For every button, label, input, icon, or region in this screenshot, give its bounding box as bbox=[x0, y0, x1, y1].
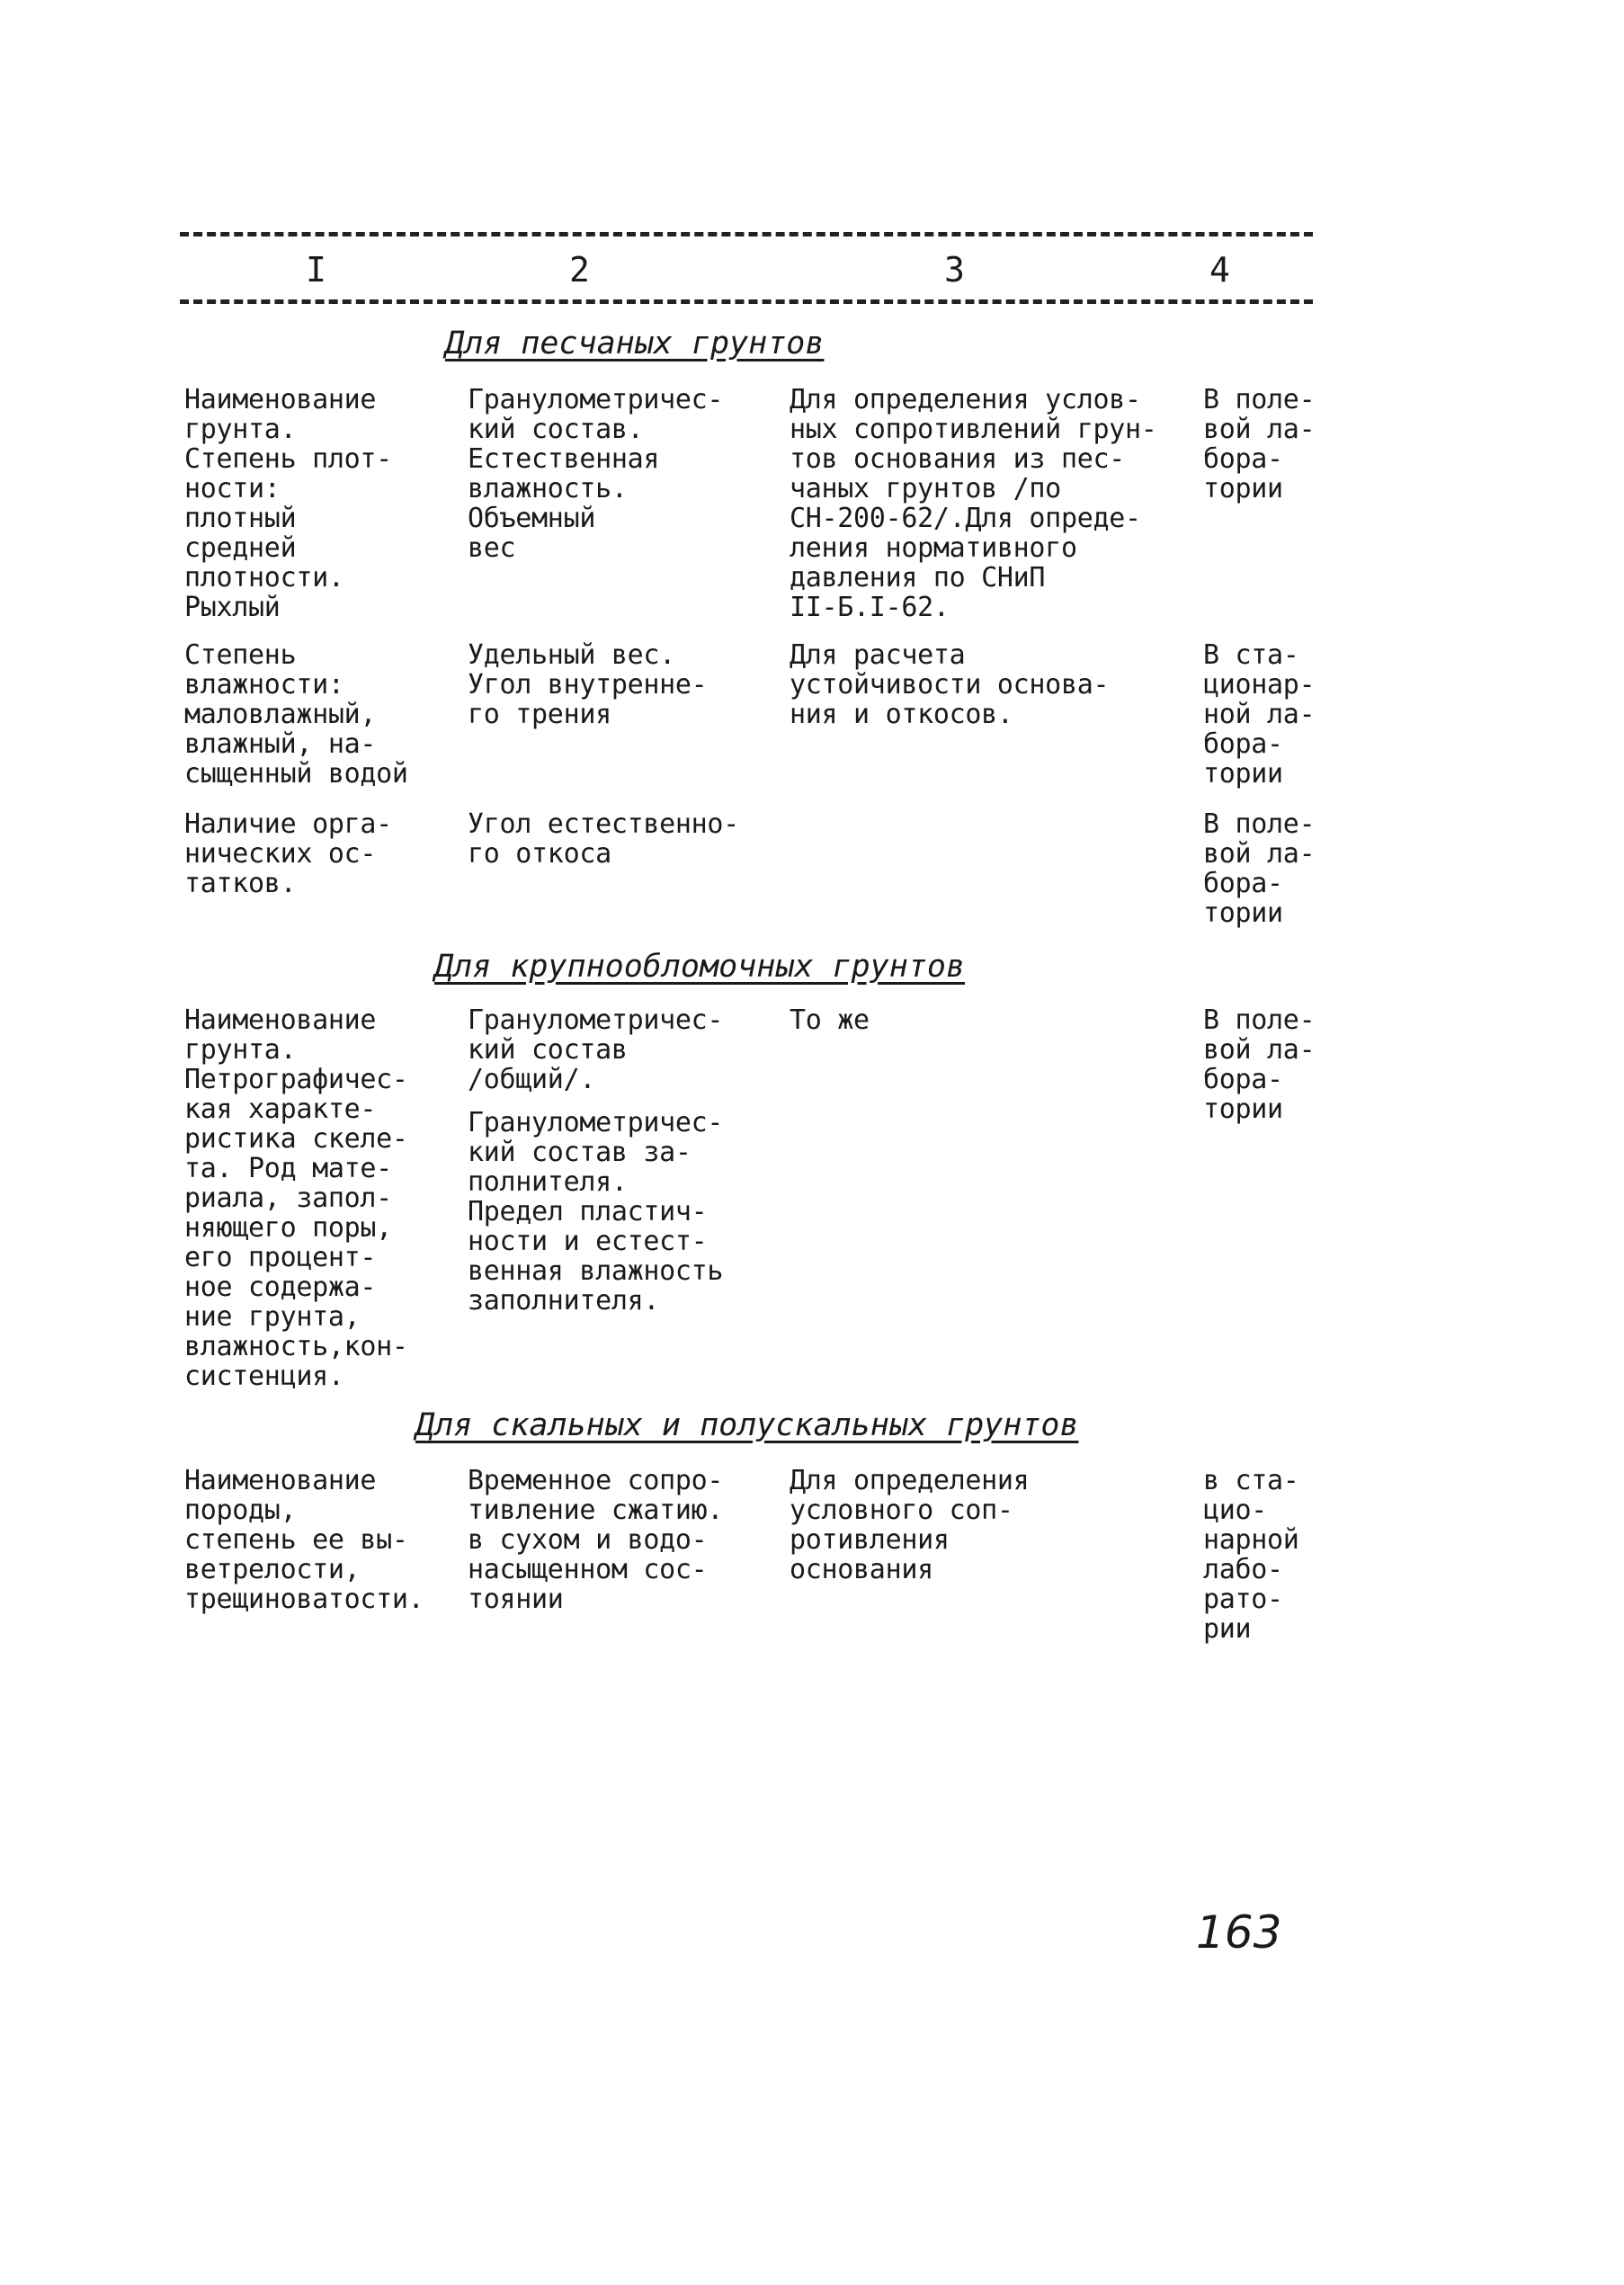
cell-sandy-1-col2: Гранулометричес- кий состав. Естественная влажность. Объемный вес bbox=[468, 384, 724, 564]
cell-coarse-1-col3: То же bbox=[790, 1004, 870, 1036]
cell-rocky-1-col4: в ста- цио- нарной лабо- рато- рии bbox=[1203, 1465, 1299, 1645]
cell-rocky-1-col2: Временное сопро- тивление сжатию. в сухом и водо- насыщенном сос- тоянии bbox=[468, 1465, 724, 1615]
cell-sandy-1-col1: Наименование грунта. Степень плот- ности: плотный средней плотности. Рыхлый bbox=[184, 384, 392, 623]
section-title-coarse: Для крупнообломочных грунтов bbox=[434, 949, 966, 985]
page-number: 163 bbox=[1196, 1906, 1282, 1959]
cell-rocky-1-col1: Наименование породы, степень ее вы- ветрелости, трещиноватости. bbox=[184, 1465, 424, 1615]
cell-coarse-1-col4: В поле- вой ла- бора- тории bbox=[1203, 1004, 1316, 1125]
cell-coarse-1-col2-part2: Гранулометричес- кий состав за- полнителя. Предел пластич- ности и естест- венная влажность заполнителя. bbox=[468, 1107, 724, 1317]
cell-sandy-1-col4: В поле- вой ла- бора- тории bbox=[1203, 384, 1316, 504]
cell-coarse-1-col2: Гранулометричес- кий состав /общий/. bbox=[468, 1004, 724, 1095]
cell-sandy-3-col2: Угол естественно- го откоса bbox=[468, 808, 739, 870]
cell-coarse-1-col1: Наименование грунта. Петрографичес- кая характе- ристика скеле- та. Род мате- риала, запол- няющего поры, его процент- ное содержа- ние грунта, влажность,кон- систенция. bbox=[184, 1004, 408, 1392]
column-header-1: I bbox=[306, 250, 326, 290]
cell-rocky-1-col3: Для определения условного соп- ротивления основания bbox=[790, 1465, 1030, 1585]
section-title-rocky: Для скальных и полускальных грунтов bbox=[415, 1407, 1079, 1443]
section-title-sandy: Для песчаных грунтов bbox=[445, 326, 825, 361]
cell-sandy-2-col1: Степень влажности: маловлажный, влажный, на- сыщенный водой bbox=[184, 639, 408, 790]
cell-sandy-2-col3: Для расчета устойчивости основа- ния и откосов. bbox=[790, 639, 1110, 730]
cell-sandy-3-col1: Наличие орга- нических ос- татков. bbox=[184, 808, 392, 899]
cell-sandy-1-col3: Для определения услов- ных сопротивлений грун- тов основания из пес- чаных грунтов /по СН-200-62/.Для опреде- ления нормативного давления по СНиП II-Б.I-62. bbox=[790, 384, 1157, 623]
cell-sandy-3-col4: В поле- вой ла- бора- тории bbox=[1203, 808, 1316, 929]
column-header-4: 4 bbox=[1209, 250, 1230, 290]
column-header-2: 2 bbox=[569, 250, 590, 290]
cell-sandy-2-col2: Удельный вес. Угол внутренне- го трения bbox=[468, 639, 708, 730]
column-header-3: 3 bbox=[944, 250, 965, 290]
header-top-rule bbox=[180, 232, 1313, 237]
header-bottom-rule bbox=[180, 299, 1313, 304]
cell-sandy-2-col4: В ста- ционар- ной ла- бора- тории bbox=[1203, 639, 1316, 790]
